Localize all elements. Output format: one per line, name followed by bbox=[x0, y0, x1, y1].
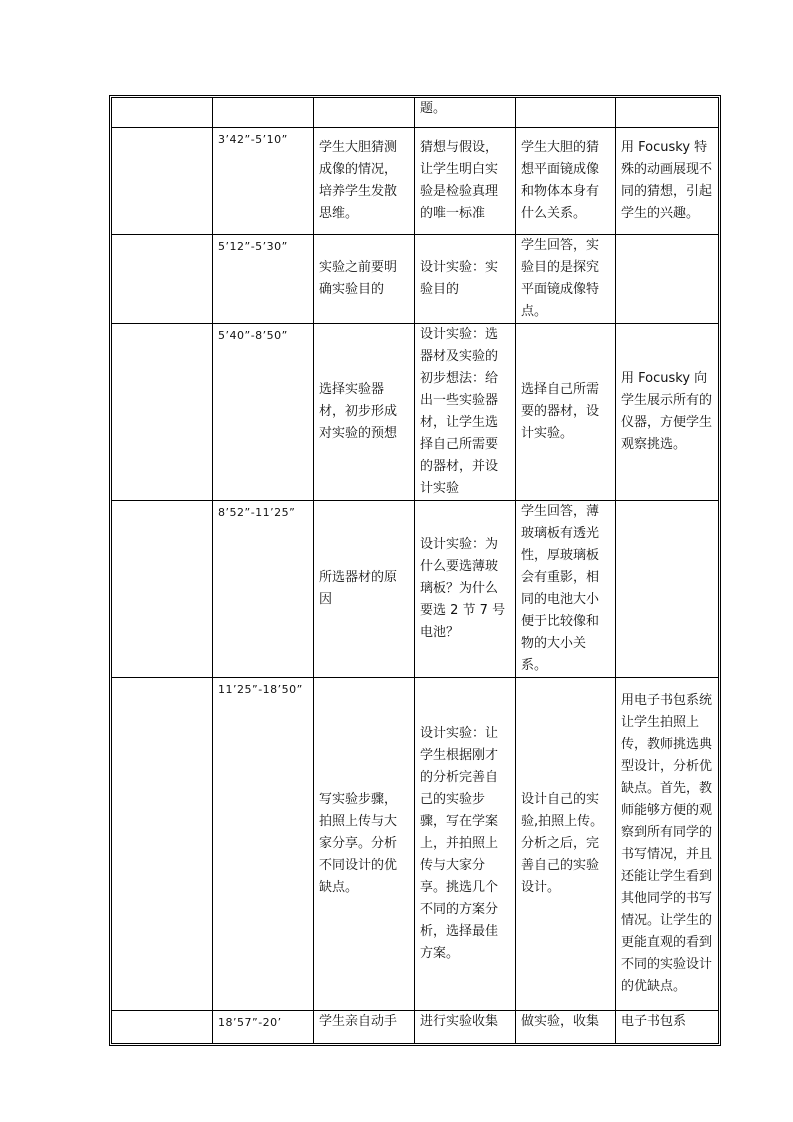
media-method-cell bbox=[616, 501, 718, 678]
stage-cell bbox=[112, 1011, 213, 1043]
time-cell: 18’57”-20’ bbox=[213, 1011, 314, 1043]
student-activity-cell: 做实验，收集 bbox=[516, 1011, 616, 1043]
content-cell: 实验之前要明确实验目的 bbox=[314, 235, 415, 324]
stage-cell bbox=[112, 235, 213, 324]
content-cell: 学生大胆猜测成像的情况，培养学生发散思维。 bbox=[314, 128, 415, 235]
content-cell: 所选器材的原因 bbox=[314, 501, 415, 678]
student-activity-cell: 学生回答，实验目的是探究平面镜成像特点。 bbox=[516, 235, 616, 324]
stage-cell bbox=[112, 324, 213, 501]
time-cell: 5’40”-8’50” bbox=[213, 324, 314, 501]
table-row bbox=[112, 501, 718, 678]
table-row bbox=[112, 98, 718, 128]
time-cell: 5’12”-5’30” bbox=[213, 235, 314, 324]
design-cell: 设计实验：让学生根据刚才的分析完善自己的实验步骤，写在学案上，并拍照上传与大家分享。挑选几个不同的方案分析，选择最佳方案。 bbox=[415, 678, 516, 1011]
table-row bbox=[112, 678, 718, 1011]
time-cell: 3’42”-5’10” bbox=[213, 128, 314, 235]
time-cell: 11’25”-18’50” bbox=[213, 678, 314, 1011]
student-activity-cell: 学生大胆的猜想平面镜成像和物体本身有什么关系。 bbox=[516, 128, 616, 235]
stage-cell bbox=[112, 678, 213, 1011]
student-activity-cell: 选择自己所需要的器材，设计实验。 bbox=[516, 324, 616, 501]
table-row bbox=[112, 1011, 718, 1043]
design-cell: 题。 bbox=[415, 98, 516, 128]
content-cell: 写实验步骤，拍照上传与大家分享。分析不同设计的优缺点。 bbox=[314, 678, 415, 1011]
table-row bbox=[112, 235, 718, 324]
time-cell bbox=[213, 98, 314, 128]
table-row bbox=[112, 324, 718, 501]
media-method-cell: 用 Focusky 向学生展示所有的仪器，方便学生观察挑选。 bbox=[616, 324, 718, 501]
design-cell: 进行实验收集 bbox=[415, 1011, 516, 1043]
student-activity-cell bbox=[516, 98, 616, 128]
media-method-cell: 用 Focusky 特殊的动画展现不同的猜想，引起学生的兴趣。 bbox=[616, 128, 718, 235]
design-cell: 设计实验：选器材及实验的初步想法：给出一些实验器材，让学生选择自己所需要的器材，并设计实验 bbox=[415, 324, 516, 501]
stage-cell bbox=[112, 128, 213, 235]
media-method-cell: 用电子书包系统让学生拍照上传，教师挑选典型设计，分析优缺点。首先，教师能够方便的观察到所有同学的书写情况，并且还能让学生看到其他同学的书写情况。让学生的更能直观的看到不同的实验设计的优缺点。 bbox=[616, 678, 718, 1011]
student-activity-cell: 学生回答，薄玻璃板有透光性，厚玻璃板会有重影，相同的电池大小便于比较像和物的大小关系。 bbox=[516, 501, 616, 678]
stage-cell bbox=[112, 501, 213, 678]
media-method-cell bbox=[616, 98, 718, 128]
content-cell bbox=[314, 98, 415, 128]
stage-cell bbox=[112, 98, 213, 128]
media-method-cell: 电子书包系 bbox=[621, 1014, 687, 1029]
design-cell: 设计实验：为什么要选薄玻璃板？为什么要选 2 节 7 号电池？ bbox=[415, 501, 516, 678]
table-row bbox=[112, 128, 718, 235]
design-cell: 猜想与假设，让学生明白实验是检验真理的唯一标准 bbox=[415, 128, 516, 235]
design-cell: 设计实验：实验目的 bbox=[415, 235, 516, 324]
content-cell: 选择实验器材，初步形成对实验的预想 bbox=[314, 324, 415, 501]
student-activity-cell: 设计自己的实验,拍照上传。分析之后，完善自己的实验设计。 bbox=[516, 678, 616, 1011]
time-cell: 8’52”-11’25” bbox=[213, 501, 314, 678]
media-method-cell bbox=[616, 235, 718, 324]
lesson-plan-table bbox=[111, 97, 719, 1044]
content-cell: 学生亲自动手 bbox=[314, 1011, 415, 1043]
